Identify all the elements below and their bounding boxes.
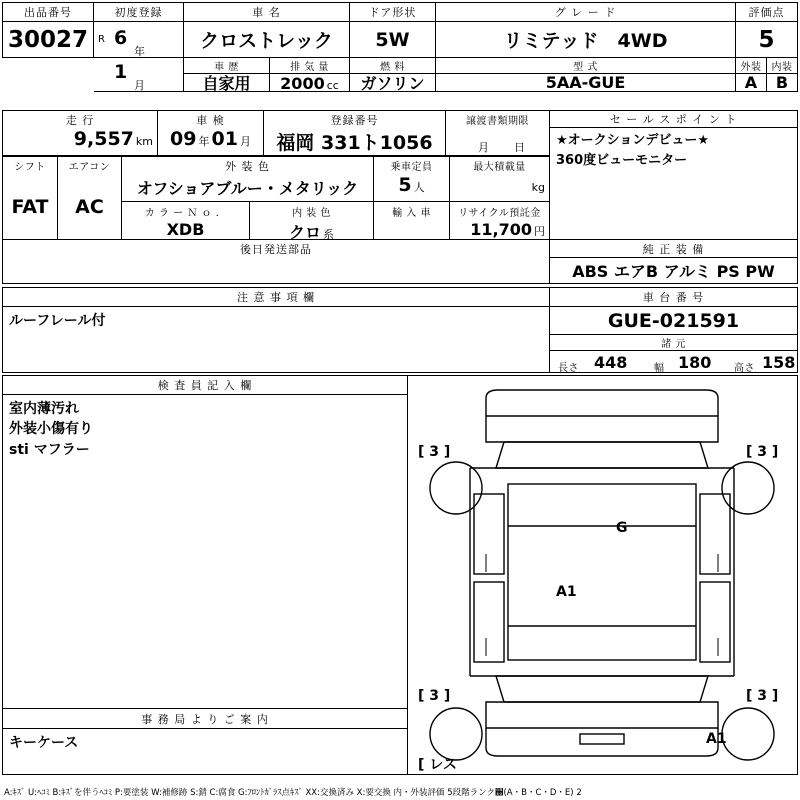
inspector-note-2: 外装小傷有り (9, 421, 93, 438)
sales-point-line-2: 360度ビューモニター (556, 153, 688, 169)
later-parts-value-cell (2, 258, 550, 284)
interior-color-value: クロ (288, 223, 321, 240)
fuel-label: 燃 料 (380, 62, 405, 73)
grade-value: リミテッド 4WD (503, 30, 668, 52)
score-label-cell (736, 2, 798, 22)
grade-value-cell (436, 22, 736, 58)
transfer-month-unit: 月 (478, 141, 489, 154)
first-reg-era: R (98, 34, 106, 45)
caution-value-cell (2, 307, 550, 373)
inspector-notes-cell (2, 395, 408, 709)
diagram-mark-2: [ 3 ] (418, 688, 451, 704)
genuine-equip-value: ABS エアB アルミ PS PW (572, 262, 775, 281)
inspection-month-unit: 月 (239, 135, 251, 148)
exterior-grade-value: A (744, 74, 758, 92)
legend-footnote: A:ｷｽﾞ U:ﾍｺﾐ B:ｷｽﾞを伴うﾍｺﾐ P:要塗装 W:補修跡 S:錆 C:腐食 G:ﾌﾛﾝﾄｶﾞﾗｽ点ｷｽﾞ XX:交換済み X:要交換 内・外装評価 5段階ランク઀(A・B・C・D・E) 2 (4, 788, 582, 798)
color-no-label: カ ラ ー Ｎ ｏ ． (144, 207, 227, 219)
door-label: ドア形状 (368, 6, 417, 19)
fuel-value-cell (350, 74, 436, 92)
model-code-label-cell (436, 58, 736, 74)
transfer-deadline-value-cell (446, 128, 550, 156)
caution-value: ルーフレール付 (9, 313, 106, 329)
office-value: キーケース (9, 735, 79, 751)
recycle-value-cell (450, 220, 550, 240)
shift-value: FAT (11, 195, 49, 218)
sales-point-value-cell (550, 128, 798, 240)
transfer-deadline-label-cell (446, 110, 550, 128)
max-load-label-cell (450, 156, 550, 174)
caution-label: 注 意 事 項 欄 (237, 291, 315, 304)
chassis-value-cell (550, 307, 798, 335)
import-label-cell (374, 202, 450, 220)
dimension-label-cell (550, 335, 798, 351)
interior-color-suffix: 系 (323, 228, 334, 240)
chassis-label-cell (550, 287, 798, 307)
inspector-note-3: sti マフラー (9, 441, 90, 458)
score-label: 評価点 (748, 6, 785, 19)
car-name-label: 車 名 (252, 6, 281, 19)
sales-point-label-cell (550, 110, 798, 128)
exterior-grade-label-cell (736, 58, 767, 74)
inspector-note-1: 室内薄汚れ (9, 401, 79, 417)
score-value: 5 (758, 26, 775, 53)
car-outline-diagram (408, 376, 796, 774)
aircon-label: エアコン (68, 162, 111, 173)
capacity-label: 乗車定員 (390, 162, 433, 173)
diagram-mark-0: [ 3 ] (418, 444, 451, 460)
length-label: 長さ (558, 363, 579, 373)
recycle-unit: 円 (534, 225, 545, 238)
registration-number-label-cell (264, 110, 446, 128)
sales-point-label: セ ー ル ス ポ イ ン ト (609, 113, 738, 126)
chassis-label: 車 台 番 号 (642, 291, 705, 304)
mileage-label: 走 行 (65, 113, 95, 127)
displacement-value: 2000 (280, 74, 325, 92)
history-value: 自家用 (202, 74, 251, 92)
diagram-mark-1: [ 3 ] (746, 444, 779, 460)
mileage-label-cell (2, 110, 158, 128)
recycle-label: リサイクル預託金 (458, 207, 541, 219)
import-value-cell (374, 220, 450, 240)
exterior-color-label-cell (122, 156, 374, 174)
genuine-equip-value-cell (550, 258, 798, 284)
recycle-value: 11,700 (470, 220, 532, 239)
damage-diagram-panel (408, 375, 798, 775)
first-reg-year: 6 (114, 27, 128, 49)
height-label: 高さ (734, 363, 755, 373)
first-reg-year-unit: 年 (134, 45, 145, 58)
first-reg-label-cell (94, 2, 184, 22)
diagram-mark-glass: G (616, 520, 628, 536)
length-value: 448 (594, 353, 628, 372)
capacity-value-cell (374, 174, 450, 202)
transfer-day-unit: 日 (514, 141, 525, 154)
exterior-grade-value-cell (736, 74, 767, 92)
interior-color-label-cell (250, 202, 374, 220)
genuine-equip-label-cell (550, 240, 798, 258)
inspection-month: 01 (211, 128, 238, 150)
first-reg-month: 1 (114, 61, 128, 83)
first-reg-month-cell (94, 58, 184, 92)
score-value-cell (736, 22, 798, 58)
displacement-label: 排 気 量 (290, 62, 329, 73)
max-load-value-cell (450, 174, 550, 202)
aircon-value: AC (75, 195, 104, 218)
lot-number-label: 出品番号 (24, 6, 72, 19)
lot-number-label-cell (2, 2, 94, 22)
lot-number-value: 30027 (7, 26, 89, 53)
car-name-value-cell (184, 22, 350, 58)
chassis-value: GUE-021591 (607, 309, 740, 332)
interior-grade-label: 内装 (771, 62, 793, 73)
inspection-year-unit: 年 (198, 135, 210, 148)
inspector-label: 検 査 員 記 入 欄 (157, 379, 253, 392)
diagram-mark-spare: [ レス (418, 757, 457, 773)
import-label: 輸 入 車 (392, 207, 431, 219)
recycle-label-cell (450, 202, 550, 220)
door-label-cell (350, 2, 436, 22)
registration-number-value: 福岡 331ト1056 (276, 132, 433, 154)
max-load-unit: kg (531, 181, 545, 194)
office-label-cell (2, 709, 408, 729)
sales-point-line-1: ★オークションデビュー★ (556, 133, 710, 148)
exterior-color-label: 外 装 色 (225, 159, 270, 173)
capacity-unit: 人 (413, 181, 425, 194)
grade-label: グ レ ー ド (554, 6, 617, 19)
height-value: 158 (762, 353, 796, 372)
model-code-value: 5AA-GUE (545, 74, 626, 92)
shift-label-cell (2, 156, 58, 174)
first-reg-month-unit: 月 (134, 79, 145, 92)
shift-value-cell (2, 174, 58, 240)
width-label: 幅 (654, 363, 665, 373)
width-value: 180 (678, 353, 712, 372)
inspection-value-cell (158, 128, 264, 156)
history-label-cell (184, 58, 270, 74)
later-parts-label-cell (2, 240, 550, 258)
office-label: 事 務 局 よ り ご 案 内 (141, 712, 269, 726)
interior-grade-value: B (775, 74, 789, 92)
mileage-value-cell (2, 128, 158, 156)
interior-color-label: 内 装 色 (292, 207, 331, 219)
aircon-label-cell (58, 156, 122, 174)
capacity-label-cell (374, 156, 450, 174)
transfer-deadline-label: 譲渡書類期限 (466, 116, 529, 127)
color-no-value-cell (122, 220, 250, 240)
inspection-label: 車 検 (196, 113, 225, 127)
interior-grade-label-cell (767, 58, 798, 74)
model-code-value-cell (436, 74, 736, 92)
first-reg-value-cell (94, 22, 184, 58)
shift-label: シフト (14, 162, 46, 173)
mileage-value: 9,557 (73, 128, 134, 150)
displacement-label-cell (270, 58, 350, 74)
mileage-unit: km (135, 135, 153, 148)
displacement-value-cell (270, 74, 350, 92)
inspector-label-cell (2, 375, 408, 395)
registration-number-label: 登録番号 (330, 113, 379, 127)
office-value-cell (2, 729, 408, 775)
diagram-mark-a1-left: A1 (556, 584, 577, 600)
dimension-label: 諸 元 (661, 339, 686, 350)
displacement-unit: cc (326, 79, 339, 92)
max-load-label: 最大積載量 (473, 162, 526, 173)
diagram-mark-a1-rear: A1 (706, 731, 727, 747)
door-value-cell (350, 22, 436, 58)
exterior-color-value-cell (122, 174, 374, 202)
registration-number-value-cell (264, 128, 446, 156)
door-value: 5W (375, 28, 410, 51)
later-parts-label: 後日発送部品 (240, 243, 312, 256)
fuel-value: ガソリン (360, 74, 425, 92)
history-label: 車 歴 (214, 62, 239, 73)
interior-grade-value-cell (767, 74, 798, 92)
color-no-label-cell (122, 202, 250, 220)
interior-color-value-cell (250, 220, 374, 240)
diagram-mark-3: [ 3 ] (746, 688, 779, 704)
model-code-label: 型 式 (573, 62, 598, 73)
capacity-value: 5 (398, 174, 412, 196)
color-no-value: XDB (166, 220, 205, 239)
exterior-color-value: オフショアブルー・メタリック (136, 179, 359, 198)
genuine-equip-label: 純 正 装 備 (642, 242, 705, 256)
caution-label-cell (2, 287, 550, 307)
first-reg-label: 初度登録 (114, 6, 163, 19)
dimension-value-cell (550, 351, 798, 373)
car-name-value: クロストレック (200, 30, 333, 52)
exterior-grade-label: 外装 (740, 62, 762, 73)
grade-label-cell (436, 2, 736, 22)
lot-number-value-cell (2, 22, 94, 58)
inspection-year: 09 (170, 128, 197, 150)
inspection-label-cell (158, 110, 264, 128)
aircon-value-cell (58, 174, 122, 240)
history-value-cell (184, 74, 270, 92)
car-name-label-cell (184, 2, 350, 22)
fuel-label-cell (350, 58, 436, 74)
